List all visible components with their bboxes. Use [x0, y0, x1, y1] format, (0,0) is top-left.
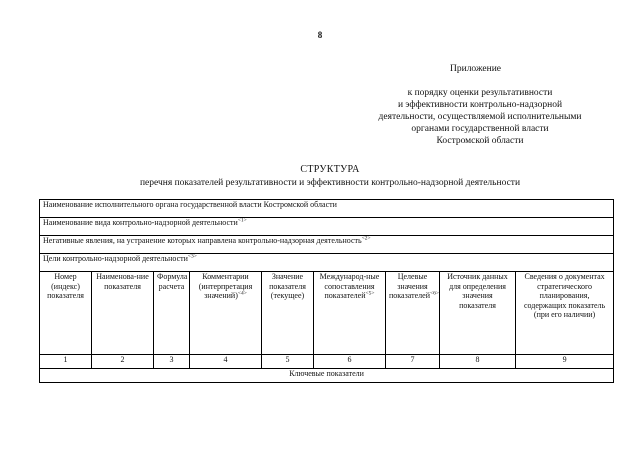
org-name-text: Наименование исполнительного органа государственной власти Костромской области	[43, 200, 337, 209]
column-header-label: Источник данных для определения значения показателя	[447, 272, 508, 310]
column-number: 3	[154, 355, 190, 369]
appendix-line: к порядку оценки результативности	[407, 88, 553, 98]
org-name-row	[40, 200, 614, 218]
column-header-label: Формула расчета	[157, 272, 188, 291]
activity-type-cell	[40, 218, 614, 236]
key-indicators-cell: Ключевые показатели	[40, 369, 614, 383]
appendix-line: органами государственной власти	[411, 124, 549, 134]
footnote-ref: <5>	[365, 290, 375, 297]
column-header-label: Целевые значения показателей	[389, 272, 430, 300]
activity-type-row	[40, 218, 614, 236]
column-number: 4	[190, 355, 262, 369]
negative-phenomena-row	[40, 236, 614, 254]
header-row	[40, 272, 614, 355]
structure-table	[39, 199, 614, 383]
column-header-label: Комментарии (интерпретация значений)	[198, 272, 253, 300]
footnote-ref: <2>	[361, 235, 371, 242]
footnote-ref: <4>	[237, 290, 247, 297]
column-header	[262, 272, 314, 355]
column-header	[440, 272, 516, 355]
column-header	[516, 272, 614, 355]
appendix-label: Приложение	[450, 64, 501, 74]
column-header-label: Значение показателя (текущее)	[269, 272, 306, 300]
appendix-reference	[330, 87, 630, 147]
column-number: 2	[92, 355, 154, 369]
column-header	[386, 272, 440, 355]
column-header	[40, 272, 92, 355]
negative-phenomena-text: Негативные явления, на устранение которых направлена контрольно-надзорная деятельность	[43, 236, 362, 245]
org-name-cell	[40, 200, 614, 218]
footnote-ref: <6>	[429, 290, 439, 297]
appendix-line: Костромской области	[436, 136, 524, 146]
goals-row	[40, 254, 614, 272]
footnote-ref: <1>	[237, 217, 247, 224]
column-header	[314, 272, 386, 355]
key-indicators-row	[40, 369, 614, 383]
document-title: СТРУКТУРА	[300, 164, 360, 175]
column-number-row	[40, 355, 614, 369]
column-number: 1	[40, 355, 92, 369]
column-number: 9	[516, 355, 614, 369]
appendix-line: и эффективности контрольно-надзорной	[397, 100, 563, 110]
column-header	[92, 272, 154, 355]
column-number: 8	[440, 355, 516, 369]
column-header-label: Международ-ные сопоставления показателей	[319, 272, 380, 300]
goals-cell	[40, 254, 614, 272]
column-number: 7	[386, 355, 440, 369]
footnote-ref: <3>	[187, 253, 197, 260]
column-number: 6	[314, 355, 386, 369]
column-header-label: Сведения о документах стратегического планирования, содержащих показатель (при его наличии)	[523, 272, 606, 319]
column-header-label: Номер (индекс) показателя	[47, 272, 84, 300]
appendix-line: деятельности, осуществляемой исполнительными	[378, 112, 582, 122]
document-subtitle: перечня показателей результативности и эффективности контрольно-надзорной деятельности	[139, 178, 521, 188]
page-number: 8	[317, 30, 323, 40]
column-header	[190, 272, 262, 355]
activity-type-text: Наименование вида контрольно-надзорной деятельности	[43, 218, 238, 227]
column-header-label: Наименова-ние показателя	[96, 272, 149, 291]
column-header	[154, 272, 190, 355]
negative-phenomena-cell	[40, 236, 614, 254]
goals-text: Цели контрольно-надзорной деятельности	[43, 254, 188, 263]
column-number: 5	[262, 355, 314, 369]
